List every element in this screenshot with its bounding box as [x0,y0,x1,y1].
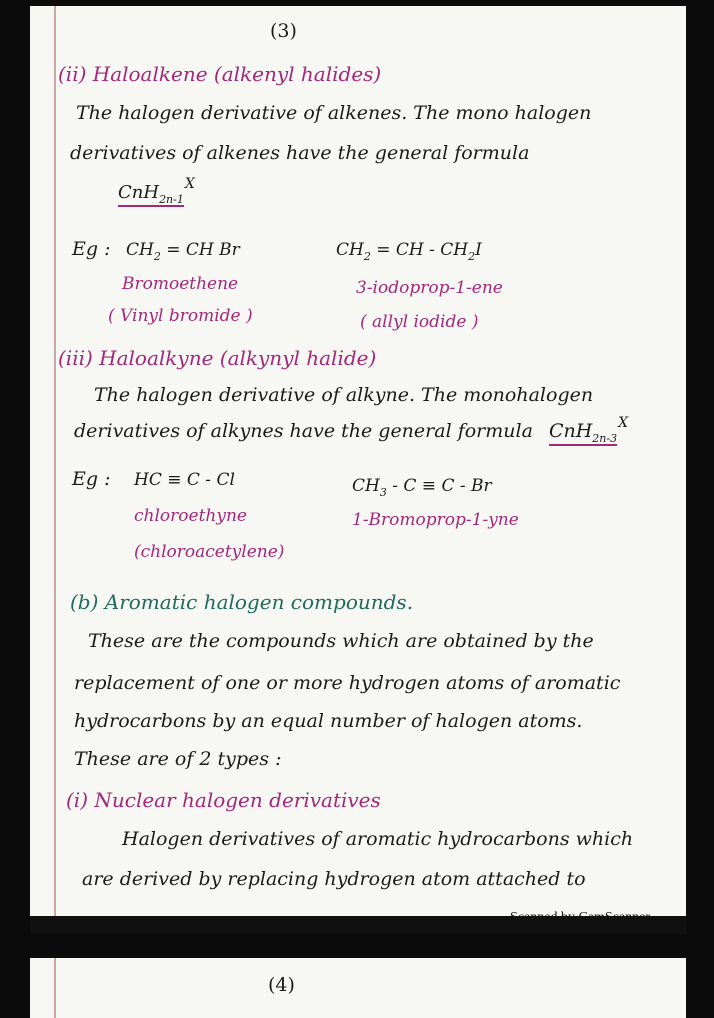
margin-line-2 [54,958,56,1018]
section-bi-title: (i) Nuclear halogen derivatives [66,788,381,812]
example-3-name: chloroethyne [134,506,247,526]
example-2-alt-name: ( allyl iodide ) [360,312,479,332]
section-ii-line-2: derivatives of alkenes have the general formula [70,142,530,164]
section-b-line-1: These are the compounds which are obtained by the [88,630,594,652]
page-number-2: (4) [268,974,295,996]
section-ii-title: (ii) Haloalkene (alkenyl halides) [58,62,382,86]
example-3-formula: HC ≡ C - Cl [134,470,235,490]
eg-label-2: Eg : [72,468,111,490]
section-b-line-4: These are of 2 types : [74,748,282,770]
scanner-watermark: Scanned by CamScanner [510,910,650,925]
section-bi-line-2: are derived by replacing hydrogen atom attached to [82,868,586,890]
section-iii-title: (iii) Haloalkyne (alkynyl halide) [58,346,377,370]
page-number: (3) [270,20,297,42]
section-b-title: (b) Aromatic halogen compounds. [70,590,414,614]
section-ii-line-1: The halogen derivative of alkenes. The mono halogen [76,102,592,124]
section-iii-line-2: derivatives of alkynes have the general formula CnH$_{2n-3}^X$ [74,415,629,445]
margin-line [54,6,56,916]
section-b-line-2: replacement of one or more hydrogen atoms of aromatic [74,672,621,694]
example-2-name: 3-iodoprop-1-ene [356,278,503,298]
example-4-formula: $CH_3 - C \equiv C - Br$ [352,476,492,499]
example-1-alt-name: ( Vinyl bromide ) [108,306,253,326]
notebook-page-3 [30,6,686,934]
example-1-name: Bromoethene [122,274,239,294]
section-ii-formula: CnH$_{2n-1}^X$ [118,176,195,206]
example-1-formula: $CH_2$ = CH Br [126,240,240,263]
section-b-line-3: hydrocarbons by an equal number of halogen atoms. [74,710,583,732]
example-4-name: 1-Bromoprop-1-yne [352,510,519,530]
eg-label-1: Eg : [72,238,111,260]
section-iii-line-1: The halogen derivative of alkyne. The monohalogen [94,384,594,406]
example-2-formula: $CH_2$ = CH - $CH_2I$ [336,240,482,263]
notebook-page-4 [30,958,686,1018]
section-bi-line-1: Halogen derivatives of aromatic hydrocarbons which [122,828,634,850]
example-3-alt-name: (chloroacetylene) [134,542,285,562]
